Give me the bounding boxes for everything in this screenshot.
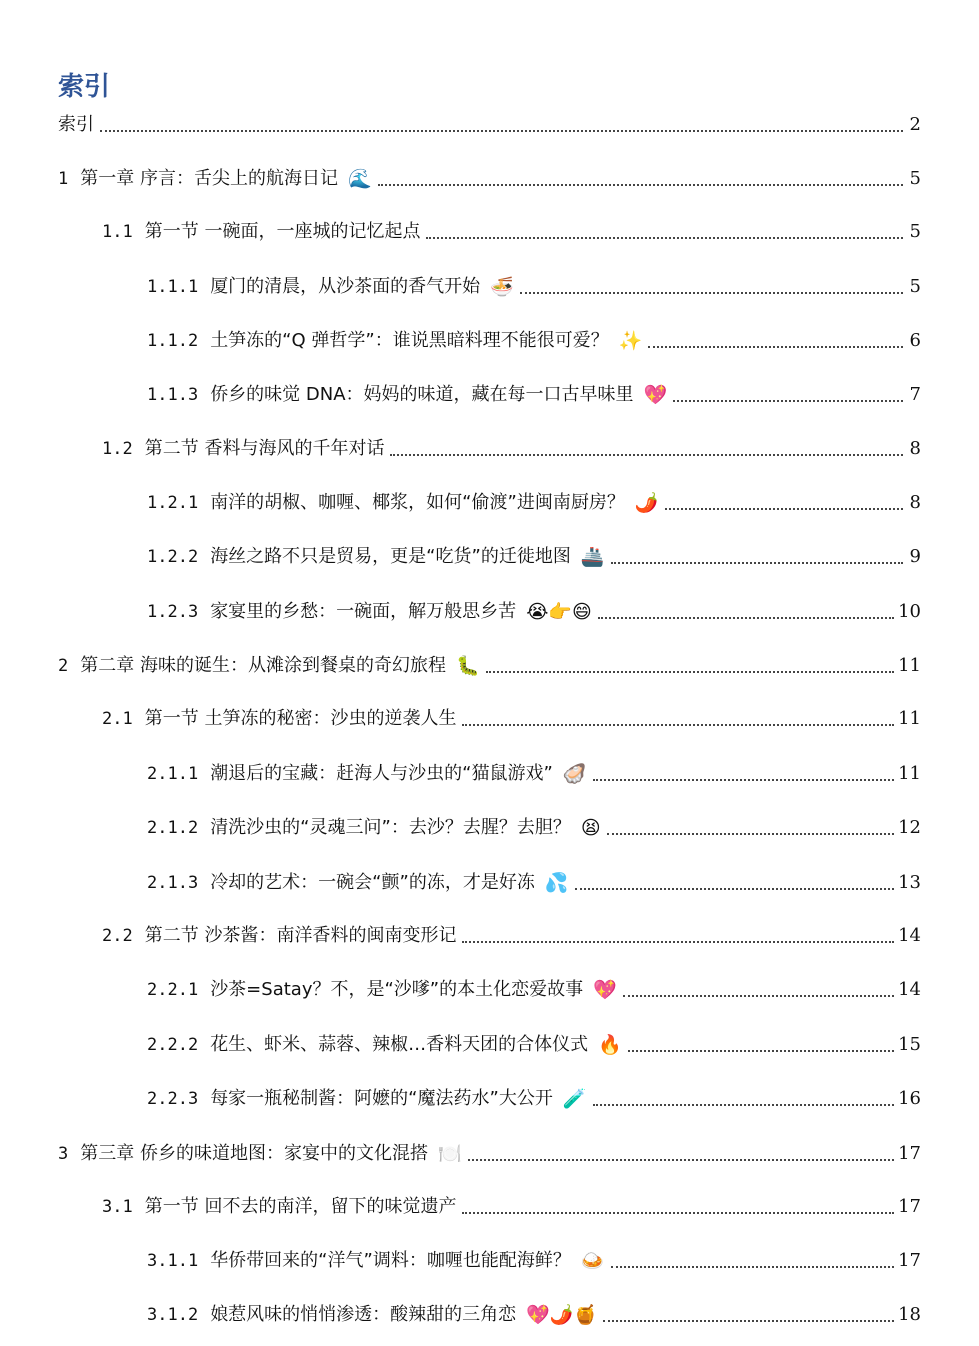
toc-entry[interactable] — [147, 271, 921, 299]
dot-leader — [575, 888, 895, 890]
ship-icon: 🚢 — [580, 546, 605, 568]
dot-leader — [607, 833, 894, 835]
shellfish-icon: 🦪 — [562, 763, 587, 785]
toc-entry-page-number: 15 — [898, 1034, 921, 1055]
dot-leader — [426, 237, 903, 239]
toc-entry[interactable] — [102, 1191, 921, 1219]
toc-entry[interactable] — [147, 1029, 921, 1057]
dot-leader — [593, 1104, 895, 1106]
heart-chili-honey-icons: 💖🌶️🍯 — [526, 1304, 598, 1326]
toc-entry-title: 第二节 沙茶酱：南洋香料的闽南变形记 — [144, 925, 457, 946]
dot-leader — [462, 724, 894, 726]
dot-leader — [628, 1050, 894, 1052]
dot-leader — [603, 1320, 894, 1322]
toc-entry-number: 1.1.3 — [147, 385, 199, 405]
toc-entry-page-number: 11 — [898, 655, 921, 676]
wave-icon: 🌊 — [347, 168, 372, 190]
toc-entry[interactable] — [102, 703, 921, 731]
dot-leader — [598, 617, 894, 619]
toc-entry[interactable] — [102, 920, 921, 948]
toc-entry-title: 第一节 土笋冻的秘密：沙虫的逆袭人生 — [144, 708, 457, 729]
toc-entry-number: 2.1.2 — [147, 818, 199, 838]
sparkling-heart-icon: 💖 — [643, 384, 668, 406]
toc-entry[interactable] — [102, 216, 921, 244]
toc-entry[interactable] — [58, 163, 921, 191]
toc-entry-page-number: 11 — [898, 708, 921, 729]
toc-entry-number: 2.2.1 — [147, 980, 199, 1000]
toc-entry-number: 1.2.3 — [147, 602, 199, 622]
toc-entry-page-number: 10 — [898, 601, 921, 622]
toc-entry-number: 1.2 — [102, 439, 133, 459]
toc-entry-title: 第二节 香料与海风的千年对话 — [144, 438, 385, 459]
toc-entry-title: 娘惹风味的悄悄渗透：酸辣甜的三角恋 — [210, 1304, 517, 1325]
toc-entry[interactable] — [147, 379, 921, 407]
toc-entry-title: 花生、虾米、蒜蓉、辣椒…香料天团的合体仪式 — [210, 1034, 589, 1055]
toc-entry-page-number: 8 — [909, 492, 921, 513]
toc-entry-title: 土笋冻的“Q 弹哲学”：谁说黑暗料理不能很可爱？ — [210, 330, 609, 351]
toc-entry-page-number: 16 — [898, 1088, 921, 1109]
toc-entry-page-number: 13 — [898, 872, 921, 893]
noodle-bowl-icon: 🍜 — [490, 276, 514, 298]
toc-entry-title: 每家一瓶秘制酱：阿嬷的“魔法药水”大公开 — [210, 1088, 553, 1109]
toc-entry-title: 第一节 一碗面，一座城的记忆起点 — [144, 221, 421, 242]
toc-entry-page-number: 6 — [909, 330, 921, 351]
worm-icon: 🐛 — [455, 655, 480, 677]
toc-entry-number: 1.2.2 — [147, 547, 199, 567]
toc-entry-page-number: 7 — [909, 384, 921, 405]
toc-entry[interactable] — [147, 1299, 921, 1327]
toc-entry-title: 厦门的清晨，从沙茶面的香气开始 — [210, 276, 481, 297]
dot-leader — [648, 346, 903, 348]
toc-entry[interactable] — [147, 541, 921, 569]
toc-entry-title: 第三章 侨乡的味道地图：家宴中的文化混搭 — [80, 1143, 428, 1164]
toc-entry[interactable] — [147, 487, 921, 515]
toc-entry[interactable] — [147, 758, 921, 786]
plate-cutlery-icon: 🍽️ — [437, 1143, 462, 1165]
toc-entry-number: 2.1 — [102, 709, 133, 729]
toc-entry-page-number: 17 — [898, 1143, 921, 1164]
toc-entry-title: 侨乡的味觉 DNA：妈妈的味道，藏在每一口古早味里 — [210, 384, 634, 405]
toc-entry-page-number: 5 — [909, 168, 921, 189]
dot-leader — [593, 779, 895, 781]
toc-entry[interactable] — [102, 433, 921, 461]
sparkles-icon: ✨ — [618, 330, 643, 352]
toc-entry[interactable] — [147, 974, 921, 1002]
dot-leader — [100, 130, 903, 132]
dot-leader — [462, 1212, 894, 1214]
toc-entry-title: 冷却的艺术：一碗会“颤”的冻，才是好冻 — [210, 872, 535, 893]
toc-entry-title: 沙茶=Satay？不，是“沙嗲”的本土化恋爱故事 — [210, 979, 584, 1000]
toc-entry[interactable] — [147, 1245, 921, 1273]
toc-entry-page-number: 11 — [898, 763, 921, 784]
toc-entry-title: 清洗沙虫的“灵魂三问”：去沙？去腥？去胆？ — [210, 817, 571, 838]
toc-entry-page-number: 12 — [898, 817, 921, 838]
toc-entry-title: 家宴里的乡愁：一碗面，解万般思乡苦 — [210, 601, 517, 622]
toc-entry-title: 海丝之路不只是贸易，更是“吃货”的迁徙地图 — [210, 546, 571, 567]
toc-entry-number: 3.1 — [102, 1197, 133, 1217]
dot-leader — [520, 292, 903, 294]
toc-entry-title: 索引 — [58, 114, 94, 135]
toc-entry[interactable] — [58, 1138, 921, 1166]
dot-leader — [390, 454, 903, 456]
toc-entry-page-number: 14 — [898, 925, 921, 946]
sparkling-heart-icon: 💖 — [593, 979, 617, 1001]
toc-entry-number: 1 — [58, 169, 69, 189]
toc-entry[interactable] — [58, 650, 921, 678]
toc-entry-number: 1.1.1 — [147, 277, 199, 297]
toc-entry-page-number: 17 — [898, 1196, 921, 1217]
toc-entry-title: 第二章 海味的诞生：从滩涂到餐桌的奇幻旅程 — [80, 655, 446, 676]
toc-entry-number: 3 — [58, 1144, 69, 1164]
toc-entry[interactable] — [147, 325, 921, 353]
toc-entry-number: 2 — [58, 656, 69, 676]
toc-entry-title: 南洋的胡椒、咖喱、椰浆，如何“偷渡”进闽南厨房？ — [210, 492, 625, 513]
dot-leader — [623, 995, 894, 997]
crying-pointing-smiling-icons: 😭👉😄 — [526, 601, 592, 623]
toc-entry[interactable] — [147, 1083, 921, 1111]
dot-leader — [378, 184, 903, 186]
dot-leader — [462, 941, 894, 943]
dot-leader — [486, 671, 894, 673]
toc-entry-number: 2.1.3 — [147, 873, 199, 893]
test-tube-icon: 🧪 — [562, 1088, 587, 1110]
toc-heading: 索引 — [58, 72, 111, 102]
dot-leader — [611, 562, 903, 564]
toc-entry-number: 1.2.1 — [147, 493, 199, 513]
toc-entry-number: 2.1.1 — [147, 764, 199, 784]
toc-entry-page-number: 14 — [898, 979, 921, 1000]
toc-entry-number: 2.2 — [102, 926, 133, 946]
toc-entry-number: 1.1.2 — [147, 331, 199, 351]
toc-entry-page-number: 18 — [898, 1304, 921, 1325]
toc-entry-number: 3.1.2 — [147, 1305, 199, 1325]
toc-entry-number: 2.2.2 — [147, 1035, 199, 1055]
toc-entry-title: 第一章 序言：舌尖上的航海日记 — [80, 168, 338, 189]
dot-leader — [468, 1159, 894, 1161]
toc-entry-title: 第一节 回不去的南洋，留下的味觉遗产 — [144, 1196, 457, 1217]
toc-entry-number: 1.1 — [102, 222, 133, 242]
sweat-droplets-icon: 💦 — [544, 872, 569, 894]
toc-entry-page-number: 9 — [909, 546, 921, 567]
dot-leader — [665, 508, 903, 510]
toc-entry-page-number: 5 — [909, 276, 921, 297]
curry-rice-icon: 🍛 — [580, 1250, 605, 1272]
toc-entry-number: 3.1.1 — [147, 1251, 199, 1271]
toc-entry[interactable] — [147, 867, 921, 895]
chili-pepper-icon: 🌶️ — [634, 492, 659, 514]
toc-entry-title: 华侨带回来的“洋气”调料：咖喱也能配海鲜？ — [210, 1250, 571, 1271]
toc-entry-page-number: 5 — [909, 221, 921, 242]
toc-entry-title: 潮退后的宝藏：赶海人与沙虫的“猫鼠游戏” — [210, 763, 553, 784]
toc-entry-number: 2.2.3 — [147, 1089, 199, 1109]
toc-entry-page-number: 17 — [898, 1250, 921, 1271]
fire-icon: 🔥 — [598, 1034, 622, 1056]
dot-leader — [611, 1266, 895, 1268]
toc-entry-page-number: 8 — [909, 438, 921, 459]
dot-leader — [673, 400, 903, 402]
toc-entry[interactable] — [58, 109, 921, 137]
toc-entry[interactable] — [147, 812, 921, 840]
tired-face-icon: 😫 — [580, 817, 601, 839]
toc-entry-page-number: 2 — [909, 114, 921, 135]
toc-entry[interactable] — [147, 596, 921, 624]
